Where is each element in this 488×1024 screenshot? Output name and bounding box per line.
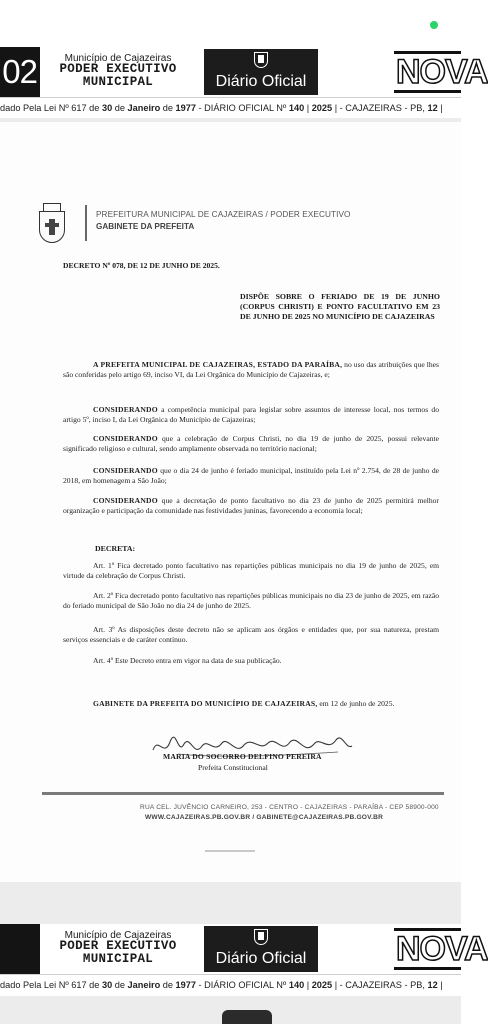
brand-logo-text: NOVA [396, 53, 488, 91]
diario-oficial-title: Diário Oficial [215, 950, 307, 967]
decree-title: DECRETO Nº 078, DE 12 DE JUNHO DE 2025. [63, 261, 220, 270]
considerando-4: CONSIDERANDO que a decretação de ponto facultativo no dia 23 de junho de 2025 permitirá melhor organização e participação da comunidade nas festividades juninas, favorecendo a economia local; [63, 496, 439, 516]
executive-power-title [44, 63, 192, 89]
considerando-1: CONSIDERANDO a competência municipal para legislar sobre assuntos de interesse local, nos termos do artigo 5º, inciso I, da Lei Orgânica do Município de Cajazeiras; [63, 405, 439, 425]
executive-power-line1: PODER EXECUTIVO [59, 62, 177, 76]
article-4: Art. 4º Este Decreto entra em vigor na data de sua publicação. [93, 656, 282, 665]
coat-of-arms-icon [254, 929, 268, 945]
considerando-2: CONSIDERANDO que a celebração de Corpus Christi, no dia 19 de junho de 2025, possui relevante significado religioso e cultural, sendo amplamente observada no território nacional; [63, 434, 439, 454]
brand-logo-text: NOVA [396, 930, 488, 968]
footer-mark [205, 850, 255, 852]
gazette-law-line: dado Pela Lei Nº 617 de 30 de Janeiro de 1977 - DIÁRIO OFICIAL Nº 140 | 2025 | - CAJAZEIRAS - PB, 12 | [0, 97, 461, 117]
gazette-header-top [0, 47, 488, 97]
diario-oficial-block [204, 49, 318, 95]
gazette-header-next [0, 924, 488, 996]
municipal-crest-icon [37, 203, 67, 245]
executive-power-line2: MUNICIPAL [82, 75, 154, 89]
footer-divider [42, 792, 444, 795]
page-number: 02 [0, 47, 40, 97]
decree-preamble: A PREFEITA MUNICIPAL DE CAJAZEIRAS, ESTADO DA PARAÍBA, no uso das atribuições que lhes são conferidas pelo artigo 69, inciso VI, da Lei Orgânica do Município de Cajazeiras, e; [63, 360, 439, 380]
considerando-3: CONSIDERANDO que o dia 24 de junho é feriado municipal, instituído pela Lei nº 2.754, de 28 de junho de 2018, em homenagem a São João; [63, 466, 439, 486]
article-1: Art. 1º Fica decretado ponto facultativo nas repartições públicas municipais no dia 19 de junho de 2025, em virtude da celebração de Corpus Christi. [63, 561, 439, 581]
decree-summary: DISPÕE SOBRE O FERIADO DE 19 DE JUNHO (CORPUS CHRISTI) E PONTO FACULTATIVO EM 23 DE JUNHO DE 2025 NO MUNICÍPIO DE CAJAZEIRAS [240, 292, 440, 321]
letterhead-office: GABINETE DA PREFEITA [96, 222, 195, 231]
footer-address: RUA CEL. JUVÊNCIO CARNEIRO, 253 - CENTRO - CAJAZEIRAS - PARAÍBA - CEP 58900-000 [140, 804, 439, 811]
municipality-name: Município de Cajazeiras [64, 53, 172, 64]
coat-of-arms-icon [254, 52, 268, 68]
closing-statement: GABINETE DA PREFEITA DO MUNICÍPIO DE CAJAZEIRAS, em 12 de junho de 2025. [93, 699, 395, 708]
decreta-heading: DECRETA: [95, 544, 136, 553]
signer-role: Prefeita Constitucional [198, 763, 268, 772]
footer-website-email: WWW.CAJAZEIRAS.PB.GOV.BR / GABINETE@CAJAZEIRAS.PB.GOV.BR [145, 814, 384, 821]
page-gap [0, 882, 461, 924]
article-2: Art. 2º Fica decretado ponto facultativo nas repartições públicas municipais no dia 23 de junho de 2025, em razão do feriado municipal de São João no dia 24 de junho de 2025. [63, 591, 439, 611]
signer-name: MARIA DO SOCORRO DELFINO PEREIRA [163, 752, 322, 761]
diario-oficial-title: Diário Oficial [215, 73, 307, 90]
executive-power-line1: PODER EXECUTIVO [59, 939, 177, 953]
handwritten-signature [148, 728, 358, 768]
article-3: Art. 3º As disposições deste decreto não se aplicam aos órgãos e entidades que, por sua natureza, prestam serviços essenciais e de caráter contínuo. [63, 625, 439, 645]
page-number: 02 [0, 924, 40, 974]
executive-power-title [44, 940, 192, 966]
brand-logo [394, 51, 488, 93]
executive-power-line2: MUNICIPAL [82, 952, 154, 966]
letterhead-divider [85, 205, 87, 241]
letterhead-institution: PREFEITURA MUNICIPAL DE CAJAZEIRAS / PODER EXECUTIVO [96, 210, 351, 219]
municipality-name: Município de Cajazeiras [64, 930, 172, 941]
brand-logo [394, 928, 488, 970]
diario-oficial-block [204, 926, 318, 972]
gazette-header [0, 47, 488, 119]
status-indicator-dot [430, 21, 438, 29]
gazette-law-line: dado Pela Lei Nº 617 de 30 de Janeiro de 1977 - DIÁRIO OFICIAL Nº 140 | 2025 | - CAJAZEIRAS - PB, 12 | [0, 974, 461, 994]
next-page-crest-icon [222, 1010, 272, 1024]
